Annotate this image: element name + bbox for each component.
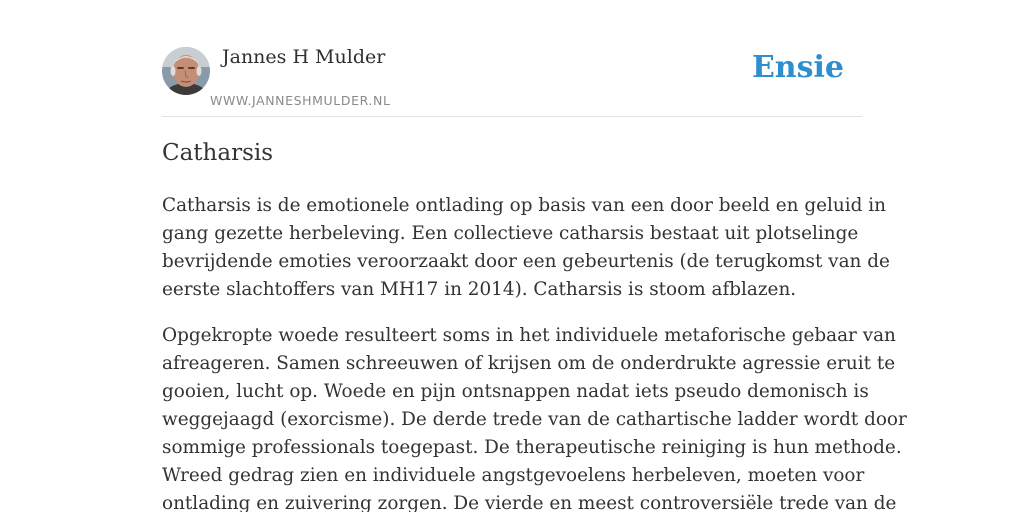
portrait-avatar-icon — [162, 47, 210, 95]
text-line: weggejaagd (exorcisme). De derde trede van de cathartische ladder wordt door — [162, 409, 907, 430]
text-line: bevrijdende emoties veroorzaakt door een gebeurtenis (de terugkomst van de — [162, 251, 890, 272]
text-line: gooien, lucht op. Woede en pijn ontsnappen nadat iets pseudo demonisch is — [162, 381, 869, 402]
text-line: afreageren. Samen schreeuwen of krijsen om de onderdrukte agressie eruit te — [162, 353, 896, 374]
text-line: Wreed gedrag zien en individuele angstgevoelens herbeleven, moeten voor — [162, 465, 865, 486]
text-line: Opgekropte woede resulteert soms in het individuele metaforische gebaar van — [162, 325, 896, 346]
brand-logo[interactable]: Ensie — [751, 50, 844, 85]
article-body — [162, 192, 907, 512]
text-line: gang gezette herbeleving. Een collectieve catharsis bestaat uit plotselinge — [162, 223, 859, 244]
author-name[interactable]: Jannes H Mulder — [222, 46, 386, 68]
article-container — [162, 0, 907, 512]
article-header — [162, 0, 862, 117]
paragraph — [162, 322, 907, 512]
text-line: eerste slachtoffers van MH17 in 2014). Catharsis is stoom afblazen. — [162, 279, 797, 300]
text-line: Catharsis is de emotionele ontlading op basis van een door beeld en geluid in — [162, 195, 886, 216]
text-line: ontlading en zuivering zorgen. De vierde en meest controversiële trede van de — [162, 493, 897, 512]
article-title: Catharsis — [162, 140, 274, 166]
author-website-link[interactable]: WWW.JANNESHMULDER.NL — [210, 93, 391, 108]
text-line: sommige professionals toegepast. De therapeutische reiniging is hun methode. — [162, 437, 902, 458]
paragraph — [162, 192, 890, 304]
author-avatar[interactable] — [162, 47, 210, 95]
